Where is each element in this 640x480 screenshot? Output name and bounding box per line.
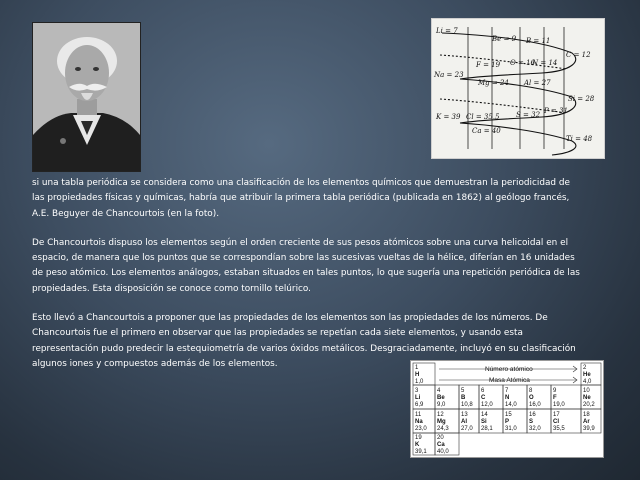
cell-na-mass: 23,0 <box>415 426 427 432</box>
cell-s-mass: 32,0 <box>529 426 541 432</box>
cell-ne-number: 10 <box>583 388 590 394</box>
cell-h-number: 1 <box>415 365 419 371</box>
helix-label-ti: Ti = 48 <box>566 135 593 143</box>
cell-h-symbol: H <box>415 372 420 378</box>
helix-label-mg: Mg = 24 <box>478 79 509 87</box>
cell-f-symbol: F <box>553 395 557 401</box>
helix-label-li: Li = 7 <box>436 27 458 35</box>
periodic-table-snippet <box>410 360 604 458</box>
paragraph-helix: De Chancourtois dispuso los elementos según el orden creciente de sus pesos atómicos sobre una curva helicoidal en el espacio, de manera que los puntos que se correspondían sobre las sucesivas vueltas de la hélice, diferían en 16 unidades de peso atómico. Los elementos análogos, estaban situados en tales puntos, lo que sugería una repetición periódica de las propiedades. Esta disposición se conoce como tornillo telúrico. <box>32 237 580 294</box>
cell-n-number: 7 <box>505 388 509 394</box>
cell-b-number: 5 <box>461 388 465 394</box>
cell-f-number: 9 <box>553 388 557 394</box>
cell-be-symbol: Be <box>437 395 445 401</box>
paragraph-intro: si una tabla periódica se considera como una clasificación de los elementos químicos que demuestran la periodicidad de las propiedades físicas y químicas, habría que atribuir la primera tabla periódica (publicada en 1862) al geólogo francés, A.E. Beguyer de Chancourtois (en la foto). <box>32 178 570 219</box>
helix-label-na: Na = 23 <box>434 71 464 79</box>
helix-label-n: N = 14 <box>532 59 558 67</box>
periodic-table-svg <box>411 361 603 457</box>
cell-ca-symbol: Ca <box>437 442 445 448</box>
cell-c-symbol: C <box>481 395 486 401</box>
cell-ne-symbol: Ne <box>583 395 591 401</box>
cell-h-mass: 1,0 <box>415 379 424 385</box>
cell-na-symbol: Na <box>415 419 423 425</box>
cell-cl-number: 17 <box>553 412 560 418</box>
cell-he-number: 2 <box>583 365 587 371</box>
cell-s-symbol: S <box>529 419 534 425</box>
cell-p-symbol: P <box>505 419 510 425</box>
cell-be-number: 4 <box>437 388 441 394</box>
cell-si-mass: 28,1 <box>481 426 493 432</box>
body-text <box>32 176 582 386</box>
cell-si-number: 14 <box>481 412 488 418</box>
portrait-illustration <box>33 23 140 171</box>
helix-label-be: Be = 9 <box>492 35 517 43</box>
cell-ar-symbol: Ar <box>583 419 590 425</box>
cell-al-number: 13 <box>461 412 468 418</box>
cell-cl-symbol: Cl <box>553 419 559 425</box>
legend-numero-atomico: Número atómico <box>485 366 533 373</box>
helix-label-b: B = 11 <box>526 37 551 45</box>
helix-label-al: Al = 27 <box>524 79 551 87</box>
cell-li-mass: 6,9 <box>415 402 424 408</box>
helix-label-k: K = 39 <box>436 113 461 121</box>
cell-al-mass: 27,0 <box>461 426 473 432</box>
cell-cl-mass: 35,5 <box>553 426 565 432</box>
legend-masa-atomica: Masa Atómica <box>489 377 530 384</box>
cell-b-symbol: B <box>461 395 466 401</box>
paragraph-numbers: Esto llevó a Chancourtois a proponer que las propiedades de los elementos son las propiedades de los números. De Chancourtois fue el primero en observar que las propiedades se repetían cada siete elementos, y usando esta representación pudo predecir la estequiometría de varios óxidos metálicos. Desgraciadamente, incluyó en su clasificación algunos iones y compuestos además de los elementos. <box>32 313 576 369</box>
helix-svg <box>432 19 604 158</box>
cell-mg-number: 12 <box>437 412 444 418</box>
helix-label-f: F = 19 <box>476 61 501 69</box>
cell-k-symbol: K <box>415 442 420 448</box>
cell-o-mass: 16,0 <box>529 402 541 408</box>
cell-ar-mass: 39,9 <box>583 426 595 432</box>
chancourtois-portrait <box>32 22 141 172</box>
helix-label-ca: Ca = 40 <box>472 127 501 135</box>
cell-si-symbol: Si <box>481 419 487 425</box>
cell-c-number: 6 <box>481 388 485 394</box>
cell-mg-mass: 24,3 <box>437 426 449 432</box>
cell-n-symbol: N <box>505 395 510 401</box>
cell-al-symbol: Al <box>461 419 467 425</box>
helix-label-si: Si = 28 <box>568 95 595 103</box>
cell-be-mass: 9,0 <box>437 402 446 408</box>
cell-k-number: 19 <box>415 435 422 441</box>
cell-c-mass: 12,0 <box>481 402 493 408</box>
helix-label-s: S = 32 <box>516 111 541 119</box>
telluric-screw-diagram <box>431 18 605 159</box>
cell-ca-number: 20 <box>437 435 444 441</box>
cell-mg-symbol: Mg <box>437 419 446 425</box>
cell-li-symbol: Li <box>415 395 421 401</box>
cell-p-number: 15 <box>505 412 512 418</box>
helix-label-c: C = 12 <box>566 51 591 59</box>
cell-ne-mass: 20,2 <box>583 402 595 408</box>
cell-li-number: 3 <box>415 388 419 394</box>
cell-o-symbol: O <box>529 395 534 401</box>
cell-n-mass: 14,0 <box>505 402 517 408</box>
helix-label-p: P = 31 <box>544 107 568 115</box>
helix-label-o: O = 16 <box>510 59 535 67</box>
cell-ca-mass: 40,0 <box>437 449 449 455</box>
cell-s-number: 16 <box>529 412 536 418</box>
cell-na-number: 11 <box>415 412 422 418</box>
cell-b-mass: 10,8 <box>461 402 473 408</box>
cell-he-mass: 4,0 <box>583 379 592 385</box>
cell-o-number: 8 <box>529 388 533 394</box>
cell-he-symbol: He <box>583 372 591 378</box>
cell-f-mass: 19,0 <box>553 402 565 408</box>
cell-k-mass: 39,1 <box>415 449 427 455</box>
helix-label-cl: Cl = 35.5 <box>466 113 500 121</box>
cell-ar-number: 18 <box>583 412 590 418</box>
cell-p-mass: 31,0 <box>505 426 517 432</box>
